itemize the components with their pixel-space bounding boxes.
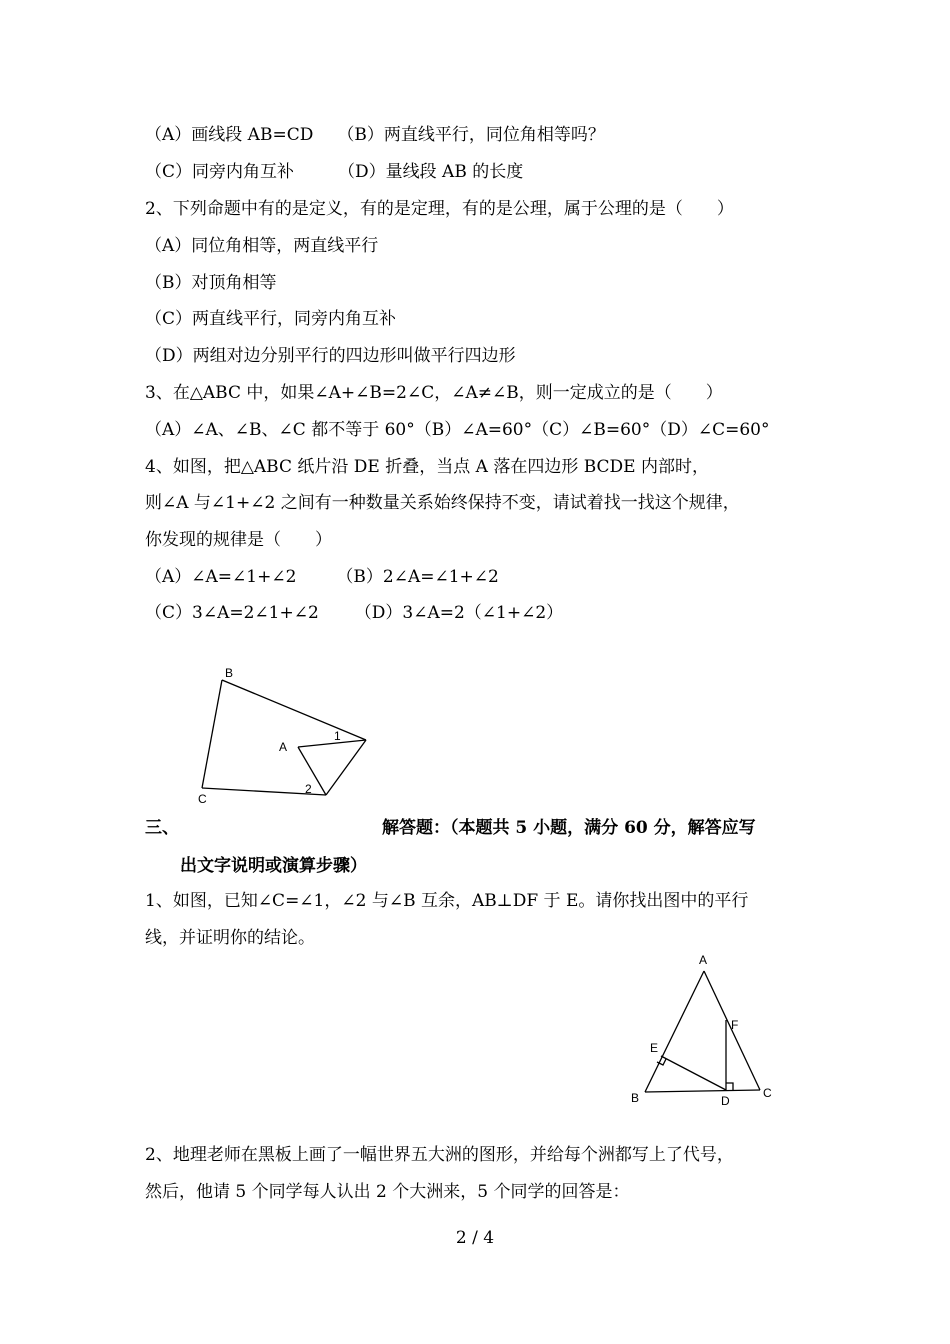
q2-option-d: （D）两组对边分别平行的四边形叫做平行四边形 <box>145 346 516 366</box>
q4-option-a: （A）∠A=∠1+∠2 <box>145 567 297 587</box>
p1-line2: 线，并证明你的结论。 <box>145 928 315 948</box>
q4-line3: 你发现的规律是（ ） <box>145 530 332 550</box>
p2-line1: 2、地理老师在黑板上画了一幅世界五大洲的图形，并给每个洲都写上了代号， <box>145 1145 734 1165</box>
q1-option-b: （B）两直线平行，同位角相等吗？ <box>337 125 605 145</box>
q1-options-row2 <box>145 161 523 183</box>
q4-options-row1 <box>145 566 499 588</box>
figure-label-b: B <box>631 1091 640 1105</box>
figure-label-c: C <box>763 1086 772 1100</box>
q4-option-b: （B）2∠A=∠1+∠2 <box>336 567 499 587</box>
p2-line2: 然后，他请 5 个同学每人认出 2 个大洲来，5 个同学的回答是： <box>145 1182 630 1202</box>
figure-label-2: 2 <box>305 782 312 796</box>
q2-option-b: （B）对顶角相等 <box>145 273 277 293</box>
q2-stem: 2、下列命题中有的是定义，有的是定理，有的是公理，属于公理的是（ ） <box>145 199 734 219</box>
q1-option-d: （D）量线段 AB 的长度 <box>338 162 524 182</box>
q1-options-row1 <box>145 124 605 146</box>
q4-options-row2 <box>145 602 563 624</box>
q4-line1: 4、如图，把△ABC 纸片沿 DE 折叠，当点 A 落在四边形 BCDE 内部时， <box>145 457 709 477</box>
p1-line1: 1、如图，已知∠C=∠1，∠2 与∠B 互余，AB⊥DF 于 E。请你找出图中的平行 <box>145 891 749 911</box>
section3-title-line1: 解答题：（本题共 5 小题，满分 60 分，解答应写 <box>382 818 756 838</box>
q3-options: （A）∠A、∠B、∠C 都不等于 60°（B）∠A=60°（C）∠B=60°（D）∠C=60° <box>145 420 770 440</box>
q4-option-c: （C）3∠A=2∠1+∠2 <box>145 603 319 623</box>
q1-option-a: （A）画线段 AB=CD <box>145 125 314 145</box>
section3-number: 三、 <box>145 818 179 838</box>
figure-label-1: 1 <box>334 729 341 743</box>
figure-label-e: E <box>650 1041 659 1055</box>
figure-label-a: A <box>699 953 708 967</box>
q4-option-d: （D）3∠A=2（∠1+∠2） <box>354 603 564 623</box>
section3-title-line2: 出文字说明或演算步骤） <box>180 856 367 876</box>
triangle-abc-figure <box>625 950 785 1110</box>
q2-option-c: （C）两直线平行，同旁内角互补 <box>145 309 397 329</box>
figure-label-a: A <box>279 740 288 754</box>
figure-label-d: D <box>721 1094 730 1108</box>
q3-stem: 3、在△ABC 中，如果∠A+∠B=2∠C，∠A≠∠B，则一定成立的是（ ） <box>145 383 723 403</box>
figure-label-c: C <box>198 792 207 806</box>
q4-line2: 则∠A 与∠1+∠2 之间有一种数量关系始终保持不变，请试着找一找这个规律， <box>145 493 740 513</box>
page-number: 2 / 4 <box>455 1228 495 1248</box>
q1-option-c: （C）同旁内角互补 <box>145 162 295 182</box>
figure-label-b: B <box>225 666 234 680</box>
figure-label-f: F <box>731 1018 739 1032</box>
fold-triangle-figure <box>190 660 380 810</box>
q2-option-a: （A）同位角相等，两直线平行 <box>145 236 379 256</box>
